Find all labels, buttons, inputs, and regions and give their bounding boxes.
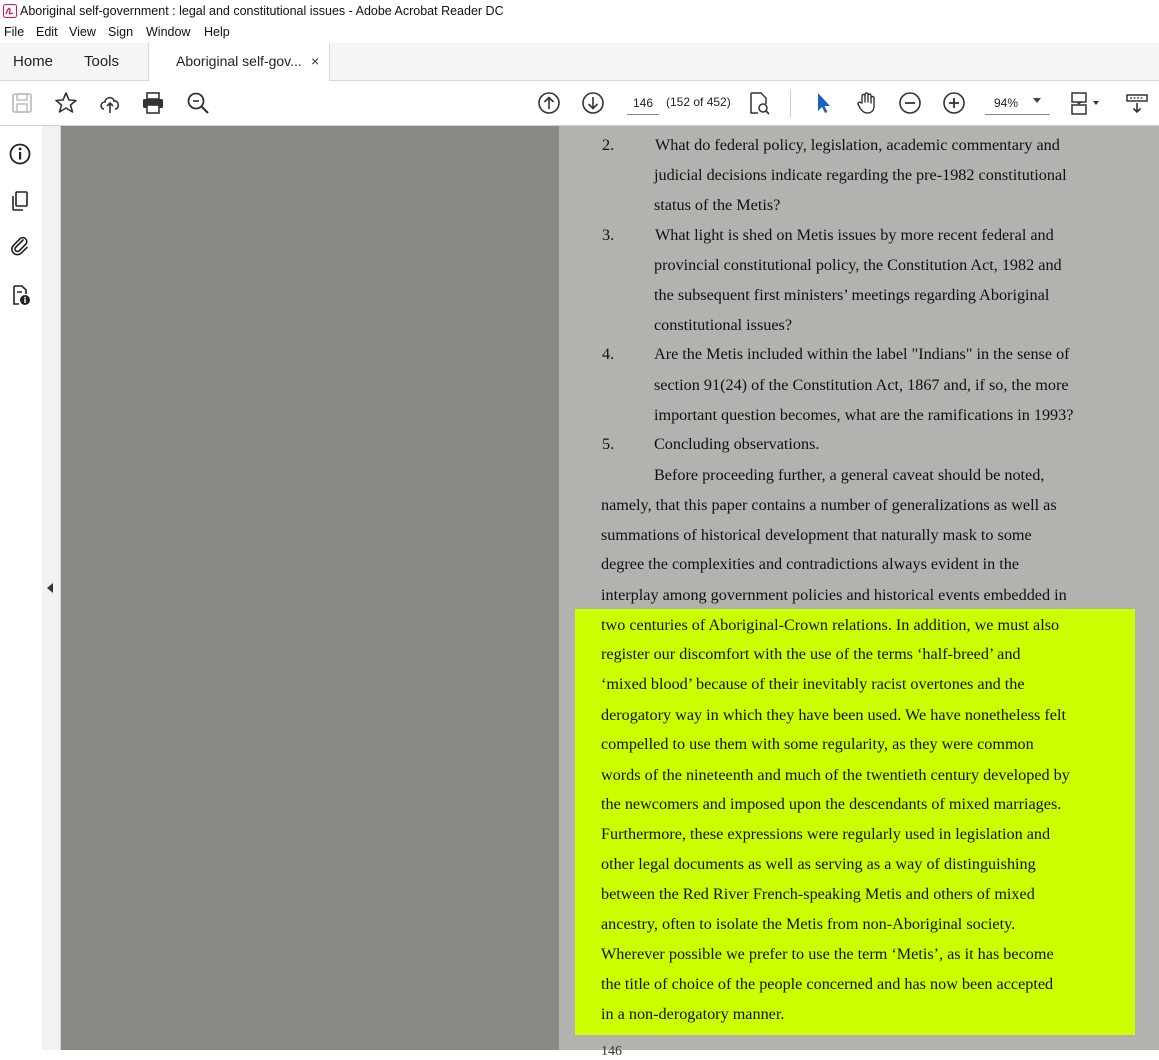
- paragraph-line: degree the complexities and contradictions always evident in the: [601, 555, 1020, 573]
- menu-file[interactable]: File: [4, 25, 25, 39]
- paragraph-line: other legal documents as well as serving as a way of distinguishing: [601, 855, 1036, 873]
- text-line: status of the Metis?: [654, 196, 781, 214]
- menu-window[interactable]: Window: [146, 25, 191, 39]
- search-zoom-icon[interactable]: [185, 90, 211, 116]
- collapse-arrow-icon[interactable]: [47, 583, 53, 593]
- paragraph-line: between the Red River French-speaking Metis and others of mixed: [601, 885, 1035, 903]
- text-line: Concluding observations.: [654, 435, 820, 453]
- menu-bar: [0, 23, 1159, 43]
- paragraph-line: derogatory way in which they have been used. We have nonetheless felt: [601, 706, 1066, 724]
- paragraph-line: words of the nineteenth and much of the twentieth century developed by: [601, 766, 1070, 784]
- zoom-value: 94%: [994, 96, 1019, 110]
- menu-help[interactable]: Help: [204, 25, 230, 39]
- paragraph-line: in a non-derogatory manner.: [601, 1005, 785, 1023]
- paragraph-line: the title of choice of the people concerned and has now been accepted: [601, 975, 1054, 993]
- tab-document-label: Aboriginal self-gov...: [176, 53, 302, 69]
- paragraph-line: two centuries of Aboriginal-Crown relations. In addition, we must also: [601, 616, 1060, 634]
- upload-cloud-icon[interactable]: [97, 90, 123, 116]
- tab-document[interactable]: [148, 43, 330, 81]
- document-properties-icon[interactable]: [8, 283, 32, 307]
- paragraph-line: ‘mixed blood’ because of their inevitably racist overtones and the: [601, 675, 1025, 693]
- select-cursor-icon[interactable]: [810, 90, 836, 116]
- close-tab-icon[interactable]: ×: [311, 53, 320, 69]
- menu-edit[interactable]: Edit: [36, 25, 58, 39]
- paragraph-line: interplay among government policies and historical events embedded in: [601, 586, 1067, 604]
- page-number-input[interactable]: 146: [627, 92, 659, 115]
- toolbar: [0, 81, 1159, 126]
- pages-thumbnails-icon[interactable]: [8, 189, 32, 213]
- tab-tools[interactable]: Tools: [84, 53, 120, 70]
- paragraph-line: Wherever possible we prefer to use the term ‘Metis’, as it has become: [601, 945, 1054, 963]
- toolbar-divider: [790, 89, 791, 117]
- paragraph-line: summations of historical development that naturally mask to some: [601, 526, 1032, 544]
- list-number: 4.: [602, 345, 615, 363]
- paragraph-line: register our discomfort with the use of the terms ‘half-breed’ and: [601, 645, 1021, 663]
- paragraph-line: ancestry, often to isolate the Metis from non-Aboriginal society.: [601, 915, 1016, 933]
- print-icon[interactable]: [140, 90, 166, 116]
- pane-collapse-strip[interactable]: [42, 126, 61, 1050]
- zoom-in-icon[interactable]: [941, 90, 967, 116]
- left-navigation-pane: [0, 126, 43, 1050]
- bookmark-star-icon[interactable]: [53, 90, 79, 116]
- list-number: 3.: [602, 226, 615, 244]
- text-line: provincial constitutional policy, the Constitution Act, 1982 and: [654, 256, 1062, 274]
- zoom-select[interactable]: [985, 92, 1050, 115]
- more-tools-icon[interactable]: [1124, 90, 1150, 116]
- page-display-icon[interactable]: [1068, 90, 1104, 116]
- text-line: constitutional issues?: [654, 316, 793, 334]
- document-canvas[interactable]: [61, 126, 1159, 1059]
- paragraph-line: Before proceeding further, a general caveat should be noted,: [654, 466, 1045, 484]
- attachment-paperclip-icon[interactable]: [8, 234, 32, 258]
- tab-bar: [0, 43, 1159, 81]
- list-number: 5.: [602, 435, 615, 453]
- previous-page-icon[interactable]: [536, 90, 562, 116]
- acrobat-app-icon: [3, 4, 17, 18]
- page-count: (152 of 452): [666, 95, 731, 109]
- find-page-icon[interactable]: [746, 90, 772, 116]
- tab-home[interactable]: Home: [13, 53, 54, 70]
- zoom-out-icon[interactable]: [897, 90, 923, 116]
- text-line: judicial decisions indicate regarding the pre-1982 constitutional: [654, 166, 1067, 184]
- text-line: What light is shed on Metis issues by more recent federal and: [655, 226, 1054, 244]
- save-icon[interactable]: [9, 90, 35, 116]
- title-bar: [0, 0, 1159, 22]
- paragraph-line: Furthermore, these expressions were regularly used in legislation and: [601, 825, 1051, 843]
- text-line: section 91(24) of the Constitution Act, 1867 and, if so, the more: [654, 376, 1069, 394]
- chevron-down-icon: [1033, 98, 1041, 103]
- hand-tool-icon[interactable]: [854, 90, 880, 116]
- pdf-page: [559, 126, 1159, 1059]
- info-icon[interactable]: [8, 142, 32, 166]
- next-page-icon[interactable]: [580, 90, 606, 116]
- paragraph-line: compelled to use them with some regularity, as they were common: [601, 735, 1034, 753]
- window-title: Aboriginal self-government : legal and constitutional issues - Adobe Acrobat Reader DC: [20, 4, 504, 18]
- text-line: the subsequent first ministers’ meetings regarding Aboriginal: [654, 286, 1050, 304]
- list-number: 2.: [602, 136, 615, 154]
- text-highlight: [575, 609, 1135, 1035]
- page-footer-number: 146: [601, 1044, 622, 1059]
- text-line: What do federal policy, legislation, academic commentary and: [655, 136, 1060, 154]
- menu-view[interactable]: View: [69, 25, 96, 39]
- menu-sign[interactable]: Sign: [108, 25, 134, 39]
- paragraph-line: the newcomers and imposed upon the descendants of mixed marriages.: [601, 795, 1062, 813]
- text-line: important question becomes, what are the ramifications in 1993?: [654, 406, 1074, 424]
- paragraph-line: namely, that this paper contains a number of generalizations as well as: [601, 496, 1057, 514]
- text-line: Are the Metis included within the label "Indians" in the sense of: [654, 345, 1070, 363]
